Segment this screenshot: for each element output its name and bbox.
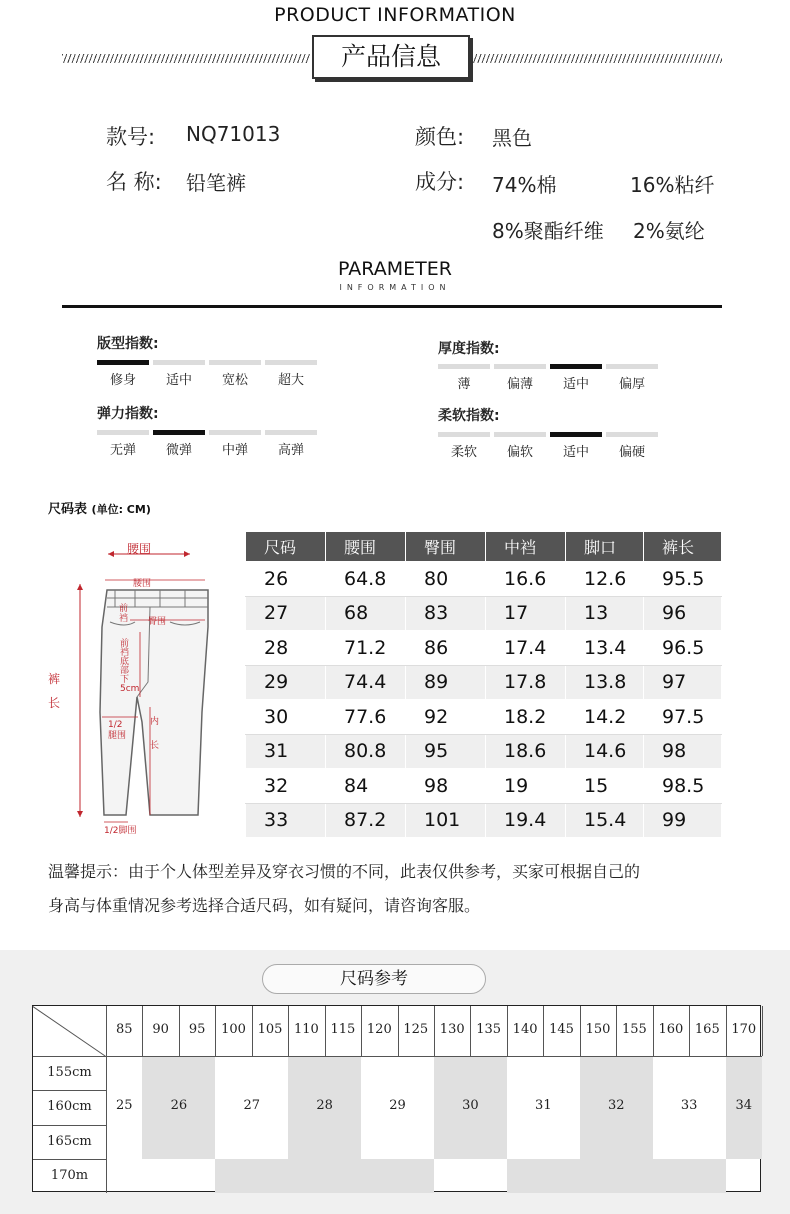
size-table-row	[246, 631, 722, 666]
size-table-cell: 29	[246, 665, 326, 700]
index-bar-3-1	[494, 432, 546, 437]
size-table-cell: 18.2	[486, 700, 566, 735]
hip-label: 臀围	[148, 617, 167, 627]
grid-line	[33, 1056, 762, 1057]
index-bar-1-2	[550, 364, 602, 369]
height-label: 155cm	[47, 1065, 92, 1080]
parameter-heading: PARAMETER	[338, 258, 452, 280]
index-option-0-0: 修身	[109, 373, 136, 388]
size-table-cell: 28	[246, 631, 326, 666]
size-header-cell: 中裆	[486, 532, 566, 562]
size-table-cell: 74.4	[326, 665, 406, 700]
size-table-cell: 84	[326, 769, 406, 804]
tip-line-1: 温馨提示：由于个人体型差异及穿衣习惯的不同，此表仅供参考，买家可根据自己的	[48, 862, 641, 881]
index-option-1-3: 偏厚	[618, 377, 645, 392]
size-table-cell: 26	[246, 562, 326, 597]
size-header-cell: 裤长	[644, 532, 722, 562]
reference-shade-block	[507, 1159, 580, 1193]
index-option-1-2: 适中	[562, 377, 589, 392]
size-table-cell: 98.5	[644, 769, 722, 804]
size-table	[245, 531, 722, 838]
size-table-row	[246, 596, 722, 631]
weight-label: 85	[115, 1022, 133, 1037]
weight-label: 130	[439, 1022, 465, 1037]
hatch-divider-right	[472, 54, 722, 63]
weight-label: 165	[694, 1022, 720, 1037]
name-value: 铅笔裤	[186, 171, 246, 195]
size-table-cell: 14.2	[566, 700, 644, 735]
size-table-cell: 97.5	[644, 700, 722, 735]
size-table-cell: 99	[644, 803, 722, 838]
size-table-cell: 96.5	[644, 631, 722, 666]
grid-line	[762, 1006, 763, 1056]
size-table-cell: 13	[566, 596, 644, 631]
length-label-1: 裤	[48, 672, 61, 686]
front-rise-label: 前裆	[119, 604, 129, 624]
index-bar-3-0	[438, 432, 490, 437]
style-no-value: NQ71013	[186, 122, 281, 146]
size-table-cell: 17.8	[486, 665, 566, 700]
index-option-1-1: 偏薄	[506, 377, 533, 392]
parameter-divider	[62, 305, 722, 308]
size-table-cell: 15	[566, 769, 644, 804]
grid-line	[33, 1159, 106, 1160]
weight-label: 140	[512, 1022, 538, 1037]
height-label: 170m	[50, 1167, 89, 1183]
size-header-cell: 尺码	[246, 532, 326, 562]
name-label: 名 称:	[106, 170, 162, 194]
index-title-3: 柔软指数:	[438, 408, 500, 424]
index-option-0-1: 适中	[165, 373, 192, 388]
index-bar-3-2	[550, 432, 602, 437]
index-option-0-2: 宽松	[221, 373, 248, 388]
size-table-row	[246, 769, 722, 804]
size-reference-title: 尺码参考	[262, 964, 486, 994]
size-table-cell: 33	[246, 803, 326, 838]
recommended-size: 33	[680, 1098, 698, 1114]
tip-line-2: 身高与体重情况参考选择合适尺码，如有疑问，请咨询客服。	[48, 896, 481, 915]
size-table-row	[246, 562, 722, 597]
header-diagonal	[32, 1006, 106, 1057]
half-thigh-label: 1/2腿围	[108, 720, 127, 741]
size-table-cell: 95	[406, 734, 486, 769]
weight-label: 145	[549, 1022, 574, 1037]
size-header-cell: 臀围	[406, 532, 486, 562]
index-title-0: 版型指数:	[97, 336, 159, 352]
reference-shade-block	[653, 1159, 726, 1193]
height-label: 160cm	[47, 1099, 92, 1115]
weight-label: 155	[622, 1022, 647, 1037]
size-table-cell: 87.2	[326, 803, 406, 838]
inseam-label: 内长	[150, 717, 160, 751]
size-table-cell: 71.2	[326, 631, 406, 666]
weight-label: 115	[330, 1022, 356, 1037]
index-bar-2-1	[153, 430, 205, 435]
index-bar-0-0	[97, 360, 149, 365]
size-table-cell: 95.5	[644, 562, 722, 597]
recommended-size: 25	[115, 1098, 133, 1114]
composition-cotton: 74%棉	[492, 173, 557, 197]
size-table-cell: 16.6	[486, 562, 566, 597]
weight-label: 110	[294, 1022, 319, 1037]
size-table-cell: 80	[406, 562, 486, 597]
size-table-cell: 17	[486, 596, 566, 631]
index-option-3-3: 偏硬	[618, 445, 645, 460]
size-table-cell: 27	[246, 596, 326, 631]
size-chart-unit: (单位: CM)	[91, 503, 151, 516]
size-table-cell: 19	[486, 769, 566, 804]
weight-label: 170	[731, 1022, 757, 1037]
recommended-size: 26	[170, 1098, 188, 1114]
size-reference-grid	[32, 1005, 761, 1192]
reference-shade-block	[580, 1056, 653, 1193]
index-bar-2-0	[97, 430, 149, 435]
product-information-heading: PRODUCT INFORMATION	[274, 4, 516, 26]
size-table-cell: 12.6	[566, 562, 644, 597]
index-bar-0-2	[209, 360, 261, 365]
rise-note-label: 前裆底部下5cm	[120, 639, 140, 694]
size-table-cell: 80.8	[326, 734, 406, 769]
size-table-row	[246, 734, 722, 769]
index-bar-2-2	[209, 430, 261, 435]
size-chart-label: 尺码表	[48, 502, 88, 517]
size-table-cell: 15.4	[566, 803, 644, 838]
size-header-cell: 腰围	[326, 532, 406, 562]
size-table-cell: 13.8	[566, 665, 644, 700]
size-table-cell: 86	[406, 631, 486, 666]
grid-line	[33, 1090, 106, 1091]
hatch-divider-left	[62, 54, 310, 63]
composition-spandex: 2%氨纶	[633, 219, 705, 243]
product-info-title-box: 产品信息	[312, 35, 470, 79]
size-table-row	[246, 803, 722, 838]
composition-polyester: 8%聚酯纤维	[492, 219, 604, 243]
parameter-subheading: INFORMATION	[339, 283, 451, 292]
reference-shade-block	[361, 1159, 434, 1193]
size-table-cell: 17.4	[486, 631, 566, 666]
recommended-size: 29	[389, 1098, 406, 1114]
size-table-cell: 68	[326, 596, 406, 631]
index-option-3-0: 柔软	[450, 445, 477, 460]
size-table-cell: 92	[406, 700, 486, 735]
index-title-2: 弹力指数:	[97, 406, 159, 422]
index-option-2-2: 中弹	[221, 443, 248, 458]
index-bar-1-3	[606, 364, 658, 369]
index-option-2-0: 无弹	[109, 443, 136, 458]
size-table-cell: 18.6	[486, 734, 566, 769]
composition-viscose: 16%粘纤	[630, 173, 715, 197]
index-option-0-3: 超大	[277, 373, 304, 388]
height-label: 165cm	[47, 1133, 92, 1149]
size-table-cell: 64.8	[326, 562, 406, 597]
recommended-size: 31	[535, 1098, 552, 1114]
index-bar-3-3	[606, 432, 658, 437]
weight-label: 150	[585, 1022, 611, 1037]
length-label-2: 长	[48, 696, 61, 710]
size-table-cell: 83	[406, 596, 486, 631]
size-table-cell: 19.4	[486, 803, 566, 838]
index-option-2-3: 高弹	[277, 443, 304, 458]
waist-label: 腰围	[127, 542, 152, 556]
index-bar-1-1	[494, 364, 546, 369]
color-label: 颜色:	[415, 125, 465, 149]
weight-label: 135	[476, 1022, 502, 1037]
weight-label: 95	[188, 1022, 206, 1037]
size-table-cell: 101	[406, 803, 486, 838]
index-bar-0-3	[265, 360, 317, 365]
color-value: 黑色	[492, 126, 532, 150]
index-bar-0-1	[153, 360, 205, 365]
weight-label: 105	[257, 1022, 283, 1037]
recommended-size: 34	[735, 1098, 753, 1114]
index-bar-1-0	[438, 364, 490, 369]
size-header-cell: 脚口	[566, 532, 644, 562]
composition-label: 成分:	[415, 170, 465, 194]
recommended-size: 28	[316, 1098, 333, 1114]
half-hem-label: 1/2脚围	[104, 826, 137, 836]
size-table-cell: 89	[406, 665, 486, 700]
weight-label: 120	[366, 1022, 392, 1037]
index-option-1-0: 薄	[457, 377, 471, 392]
size-table-row	[246, 700, 722, 735]
waist-small-label: 腰围	[133, 579, 152, 589]
style-no-label: 款号:	[106, 125, 156, 149]
size-chart-title	[48, 498, 151, 517]
reference-shade-block	[288, 1056, 361, 1193]
size-table-cell: 98	[406, 769, 486, 804]
size-table-cell: 96	[644, 596, 722, 631]
index-option-3-1: 偏软	[506, 445, 533, 460]
size-table-cell: 97	[644, 665, 722, 700]
size-table-cell: 77.6	[326, 700, 406, 735]
recommended-size: 32	[607, 1098, 625, 1114]
index-option-3-2: 适中	[562, 445, 589, 460]
size-table-cell: 14.6	[566, 734, 644, 769]
weight-label: 90	[152, 1022, 169, 1037]
size-table-cell: 30	[246, 700, 326, 735]
size-table-cell: 98	[644, 734, 722, 769]
index-option-2-1: 微弹	[165, 443, 192, 458]
recommended-size: 27	[243, 1098, 261, 1114]
size-table-cell: 31	[246, 734, 326, 769]
recommended-size: 30	[462, 1098, 479, 1114]
size-table-cell: 13.4	[566, 631, 644, 666]
weight-label: 160	[658, 1022, 684, 1037]
grid-line	[33, 1125, 106, 1126]
size-table-row	[246, 665, 722, 700]
index-bar-2-3	[265, 430, 317, 435]
index-title-1: 厚度指数:	[438, 341, 500, 357]
reference-shade-block	[215, 1159, 288, 1193]
weight-label: 100	[221, 1022, 246, 1037]
weight-label: 125	[403, 1022, 429, 1037]
size-table-cell: 32	[246, 769, 326, 804]
